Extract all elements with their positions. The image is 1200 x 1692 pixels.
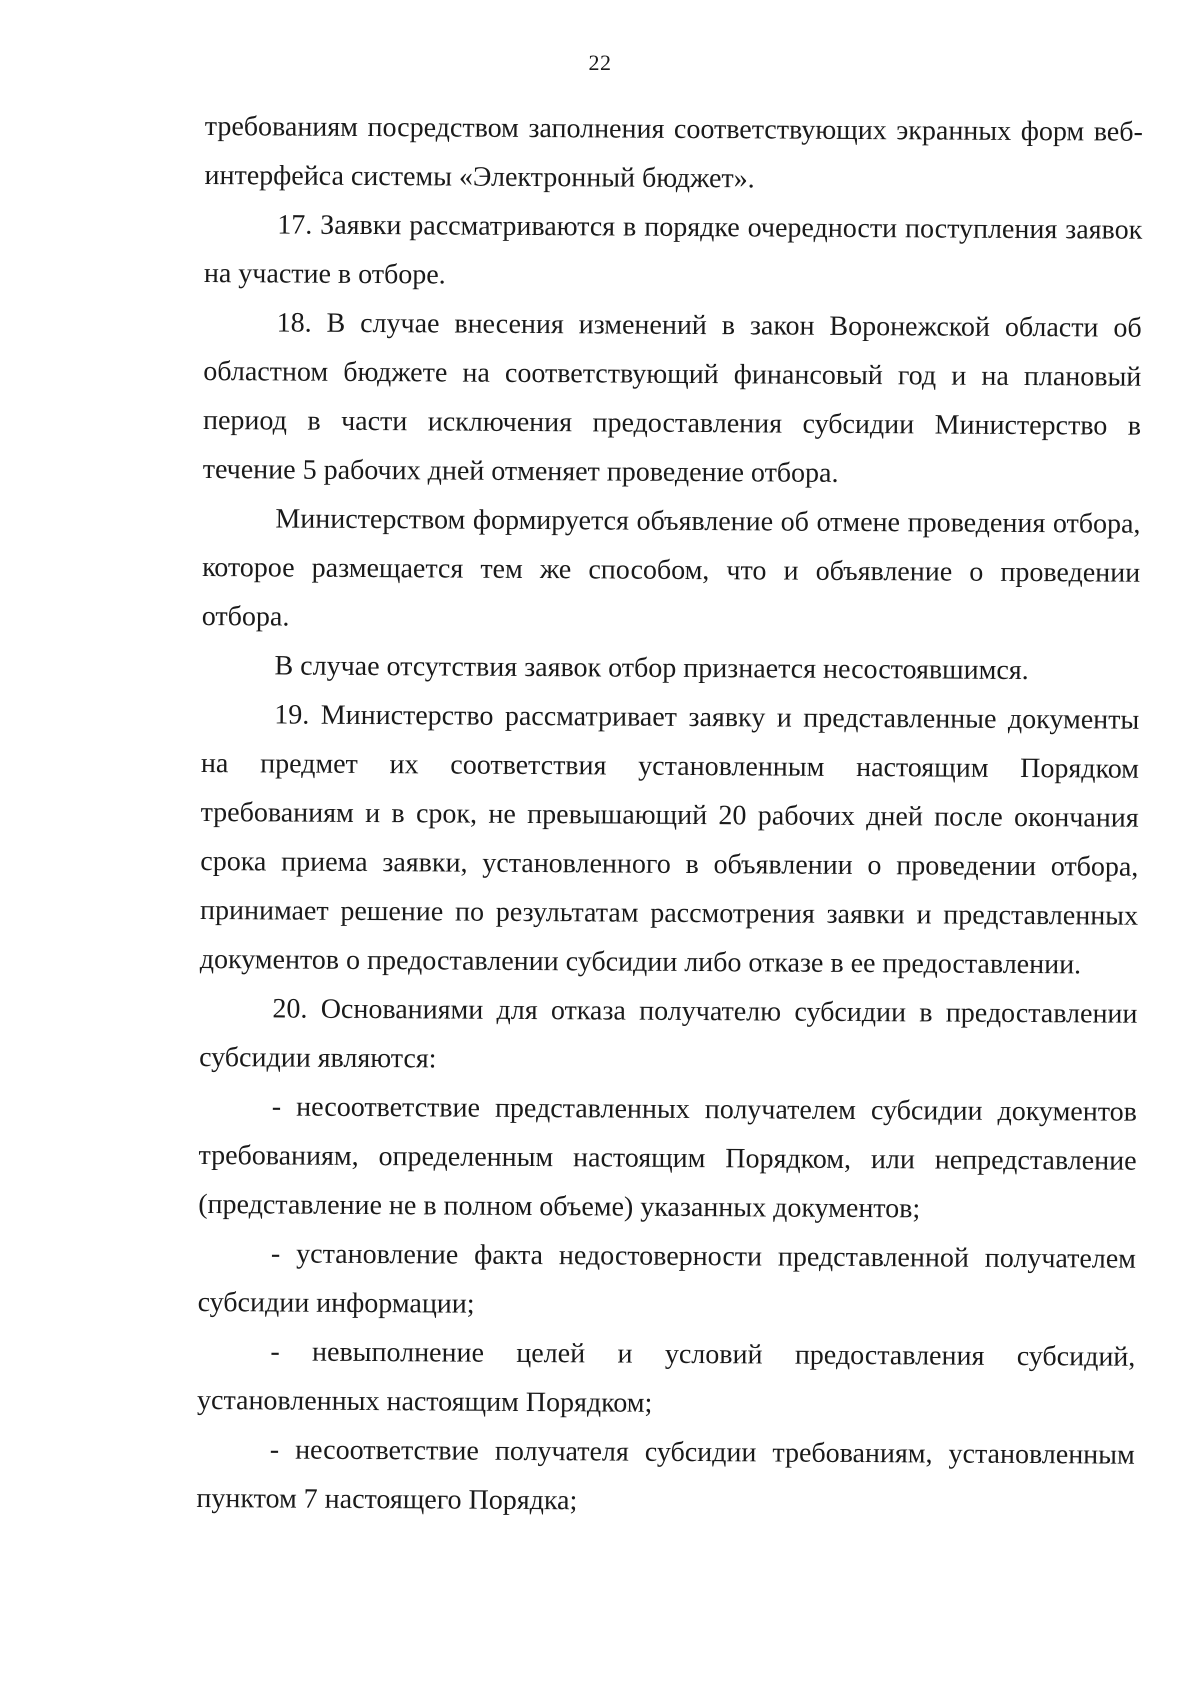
paragraph-item-19: 19. Министерство рассматривает заявку и представленные документы на предмет их соответствия установленным настоящим Порядком требованиям и в срок, не превышающий 20 рабочих дней после окончания срока приема заявки, установленного в объявлении о проведении отбора, принимает решение по результатам рассмотрения заявки и представленных документов о предоставлении субсидии либо отказе в ее предоставлении. [199, 699, 1140, 981]
paragraph-item-18: 18. В случае внесения изменений в закон Воронежской области об областном бюджете на соответствующий финансовый год и на плановый период в части исключения предоставления субсидии Министерство в течение 5 рабочих дней отменяет проведение отбора. [202, 307, 1142, 489]
list-item-goals-not-met: - невыполнение целей и условий предоставления субсидий, установленных настоящим Порядком; [196, 1336, 1136, 1419]
list-item-documents-mismatch: - несоответствие представленных получателем субсидии документов требованиям, определенным настоящим Порядком, или непредставление (представление не в полном объеме) указанных документов; [198, 1091, 1137, 1225]
paragraph-item-20: 20. Основаниями для отказа получателю субсидии в предоставлении субсидии являются: [199, 993, 1138, 1075]
document-body [196, 102, 1143, 1529]
list-item-requirements-mismatch: - несоответствие получателя субсидии требованиям, установленным пунктом 7 настоящего Порядка; [196, 1434, 1135, 1517]
paragraph-no-applications: В случае отсутствия заявок отбор признается несостоявшимся. [274, 650, 1029, 687]
list-item-false-information: - установление факта недостоверности представленной получателем субсидии информации; [197, 1238, 1137, 1320]
paragraph-item-17: 17. Заявки рассматриваются в порядке очередности поступления заявок на участие в отборе. [203, 209, 1143, 291]
page-number: 22 [588, 50, 612, 75]
paragraph-continuation: требованиям посредством заполнения соответствующих экранных форм веб-интерфейса системы «Электронный бюджет». [204, 110, 1143, 195]
paragraph-cancellation-notice: Министерством формируется объявление об отмене проведения отбора, которое размещается тем же способом, что и объявление о проведении отбора. [201, 503, 1141, 633]
